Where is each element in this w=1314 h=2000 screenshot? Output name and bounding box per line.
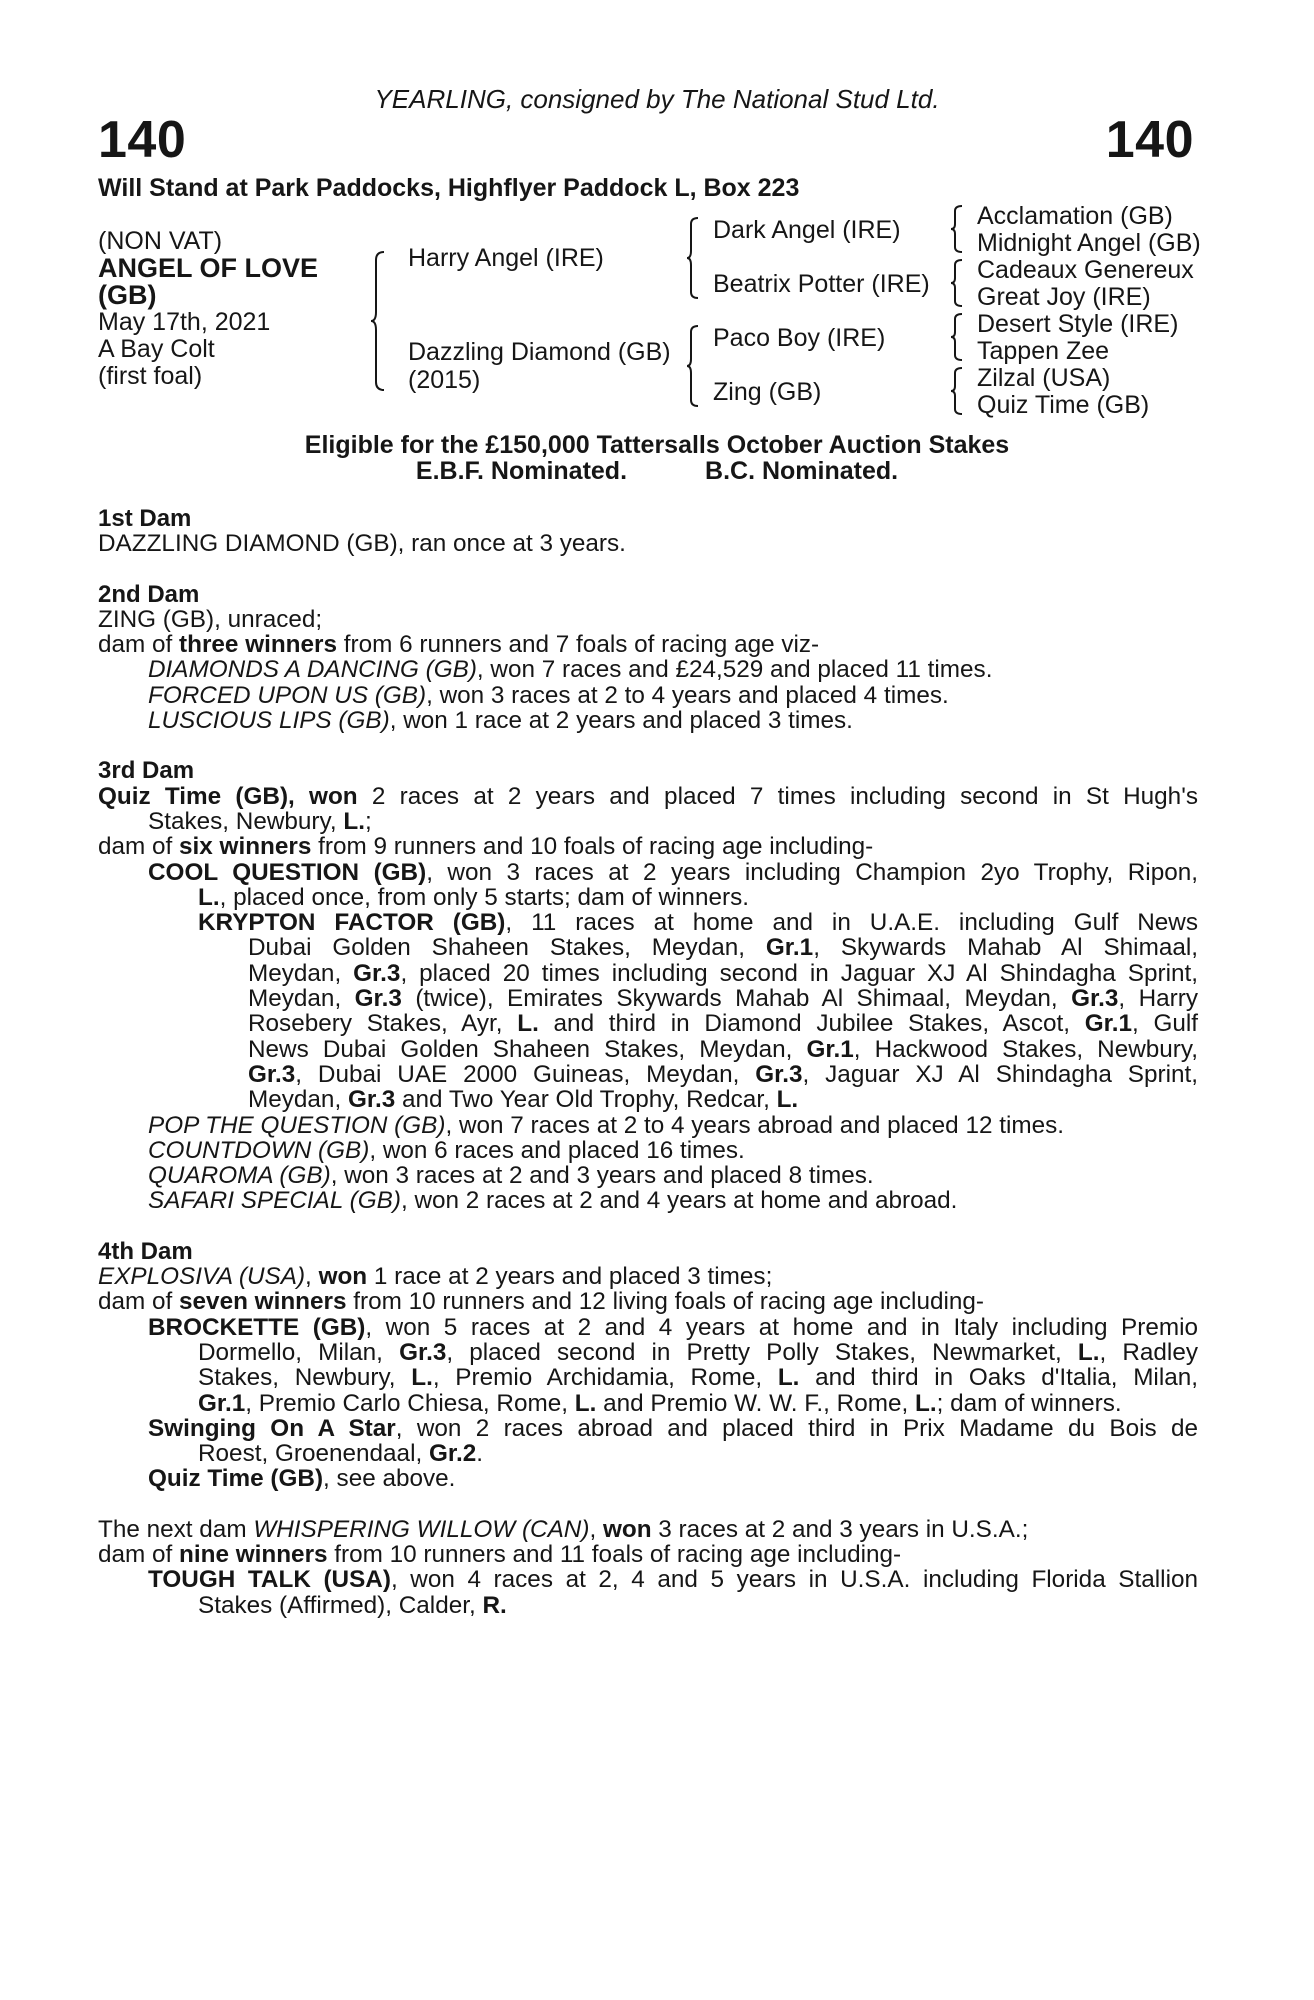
- pedigree-sire-dam: Beatrix Potter (IRE): [713, 270, 930, 298]
- second-dam-heading: 2nd Dam: [98, 580, 200, 608]
- eligibility-block: [0, 432, 1314, 484]
- next-dam-produce: dam of nine winners from 10 runners and 11 foals of racing age including-: [98, 1540, 902, 1568]
- bc-nomination: B.C. Nominated.: [705, 457, 899, 485]
- pedigree-notes: 1st Dam DAZZLING DIAMOND (GB), ran once at 3 years. 2nd Dam ZING (GB), unraced; dam of three winners from 6 runners and 7 foals of racing age viz- DIAMONDS A DANCING (GB), won 7 races and £24,529 and placed 11 times. FORCED UPON US (GB), won 3 races at 2 to 4 years and placed 4 times. LUSCIOUS LIPS (GB), won 1 race at 2 years and placed 3 times. 3rd Dam Quiz Time (GB), won 2 races at 2 years and placed 7 times including second in St Hugh's Stakes, Newbury, L.; dam of six winners from 9 runners and 10 foals of racing age including- COOL QUESTION (GB), won 3 races at 2 years including Champion 2yo Trophy, Ripon, L., placed once, from only 5 starts; dam of winners. KRYPTON FACTOR (GB), 11 races at home and in U.A.E. including Gulf News Dubai Golden Shaheen Stakes, Meydan, Gr.1, Skywards Mahab Al Shimaal, Meydan, Gr.3, placed 20 times including second in Jaguar XJ Al Shindagha Sprint, Meydan, Gr.3 (twice), Emirates Skywards Mahab Al Shimaal, Meydan, Gr.3, Harry Rosebery Stakes, Ayr, L. and third in Diamond Jubilee Stakes, Ascot, Gr.1, Gulf News Dubai Golden Shaheen Stakes, Meydan, Gr.1, Hackwood Stakes, Newbury, Gr.3, Dubai UAE 2000 Guineas, Meydan, Gr.3, Jaguar XJ Al Shindagha Sprint, Meydan, Gr.3 and Two Year Old Trophy, Redcar, L. POP THE QUESTION (GB), won 7 races at 2 to 4 years abroad and placed 12 times. COUNTDOWN (GB), won 6 races and placed 16 times. QUAROMA (GB), won 3 races at 2 and 3 years and placed 8 times. SAFARI SPECIAL (GB), won 2 races at 2 and 4 years at home and abroad. 4th Dam EXPLOSIVA (USA), won 1 race at 2 years and placed 3 times; dam of seven winners from 10 runners and 12 living foals of racing age including- BROCKETTE (GB), won 5 races at 2 and 4 years at home and in Italy including Premio Dormello, Milan, Gr.3, placed second in Pretty Polly Stakes, Newmarket, L., Radley Stakes, Newbury, L., Premio Archidamia, Rome, L. and third in Oaks d'Italia, Milan, Gr.1, Premio Carlo Chiesa, Rome, L. and Premio W. W. F., Rome, L.; dam of winners. Swinging On A Star, won 2 races abroad and placed third in Prix Madame du Bois de Roest, Groenendaal, Gr.2. Quiz Time (GB), see above. The next dam WHISPERING WILLOW (CAN), won 3 races at 2 and 3 years in U.S.A.; dam of nine winners from 10 runners and 11 foals of racing age including- TOUGH TALK (USA), won 4 races at 2, 4 and 5 years in U.S.A. including Florida Stallion Stakes (Affirmed), Calder, R.: [98, 505, 1199, 1619]
- progeny-entry: LUSCIOUS LIPS (GB), won 1 race at 2 years and placed 3 times.: [148, 707, 853, 735]
- pedigree-dam-dam: Zing (GB): [713, 378, 822, 406]
- pedigree-dam-sire: Paco Boy (IRE): [713, 324, 886, 352]
- pedigree-gen3-7: Zilzal (USA): [977, 364, 1111, 392]
- third-dam-heading: 3rd Dam: [98, 757, 195, 785]
- progeny-krypton-factor: KRYPTON FACTOR (GB), 11 races at home and in U.A.E. including Gulf News: [198, 909, 1198, 937]
- ebf-nomination: E.B.F. Nominated.: [415, 457, 628, 485]
- third-dam-line: Quiz Time (GB), won 2 races at 2 years and placed 7 times including second in St Hugh's: [98, 782, 1198, 810]
- progeny-entry: SAFARI SPECIAL (GB), won 2 races at 2 and 4 years at home and abroad.: [148, 1187, 958, 1215]
- pedigree-gen3-5: Desert Style (IRE): [977, 310, 1179, 338]
- next-dam-line: The next dam WHISPERING WILLOW (CAN), won 3 races at 2 and 3 years in U.S.A.;: [98, 1515, 1029, 1543]
- pedigree-brace-gen1: [370, 250, 390, 392]
- pedigree-gen3-2: Midnight Angel (GB): [977, 229, 1201, 257]
- progeny-entry: DIAMONDS A DANCING (GB), won 7 races and £24,529 and placed 11 times.: [148, 656, 993, 684]
- eligibility-line: Eligible for the £150,000 Tattersalls October Auction Stakes: [304, 431, 1010, 459]
- second-dam-name: ZING (GB), unraced;: [98, 605, 323, 633]
- first-dam-text: DAZZLING DIAMOND (GB), ran once at 3 years.: [98, 530, 626, 558]
- pedigree-brace-sire: [686, 216, 702, 300]
- pedigree-brace-dam: [686, 324, 702, 408]
- progeny-entry: QUAROMA (GB), won 3 races at 2 and 3 years and placed 8 times.: [148, 1162, 874, 1190]
- lot-number-left: 140: [98, 111, 187, 169]
- pedigree-sire-sire: Dark Angel (IRE): [713, 216, 901, 244]
- pedigree-gen3-1: Acclamation (GB): [977, 202, 1173, 230]
- horse-name: ANGEL OF LOVE: [98, 253, 319, 283]
- pedigree-dam-year: (2015): [408, 366, 481, 394]
- horse-country: (GB): [98, 280, 157, 310]
- pedigree-dam: Dazzling Diamond (GB): [408, 338, 671, 366]
- horse-details: [98, 228, 318, 390]
- nominations-line: [0, 458, 1314, 484]
- pedigree-gen3-4: Great Joy (IRE): [977, 283, 1151, 311]
- third-dam-line-cont: Stakes, Newbury, L.;: [148, 807, 372, 835]
- fourth-dam-heading: 4th Dam: [98, 1237, 193, 1265]
- horse-description: A Bay Colt: [98, 335, 215, 363]
- pedigree-gen3-6: Tappen Zee: [977, 337, 1110, 365]
- third-dam-produce: dam of six winners from 9 runners and 10 foals of racing age including-: [98, 833, 874, 861]
- progeny-entry: COUNTDOWN (GB), won 6 races and placed 16 times.: [148, 1136, 745, 1164]
- pedigree-brace-g3-4: [950, 366, 966, 416]
- fourth-dam-produce: dam of seven winners from 10 runners and 12 living foals of racing age including-: [98, 1288, 984, 1316]
- pedigree-sire: Harry Angel (IRE): [408, 244, 604, 272]
- foaling-date: May 17th, 2021: [98, 308, 271, 336]
- pedigree-brace-g3-3: [950, 312, 966, 362]
- pedigree-gen3-8: Quiz Time (GB): [977, 391, 1150, 419]
- progeny-cool-question-cont: L., placed once, from only 5 starts; dam of winners.: [198, 883, 749, 911]
- first-dam-heading: 1st Dam: [98, 505, 192, 532]
- stand-location: Will Stand at Park Paddocks, Highflyer Paddock L, Box 223: [98, 174, 800, 202]
- progeny-swinging-on-a-star: Swinging On A Star, won 2 races abroad and placed third in Prix Madame du Bois de: [148, 1414, 1198, 1442]
- pedigree-brace-g3-2: [950, 258, 966, 308]
- progeny-quiz-time: Quiz Time (GB), see above.: [148, 1465, 456, 1493]
- pedigree-gen3-3: Cadeaux Genereux: [977, 256, 1194, 284]
- pedigree-brace-g3-1: [950, 204, 966, 254]
- progeny-cool-question: COOL QUESTION (GB), won 3 races at 2 years including Champion 2yo Trophy, Ripon,: [148, 858, 1198, 886]
- vat-status: (NON VAT): [98, 227, 223, 255]
- foal-note: (first foal): [98, 362, 203, 390]
- consignment-line: YEARLING, consigned by The National Stud Ltd.: [374, 84, 940, 114]
- fourth-dam-line: EXPLOSIVA (USA), won 1 race at 2 years and placed 3 times;: [98, 1263, 773, 1291]
- progeny-tough-talk: TOUGH TALK (USA), won 4 races at 2, 4 and 5 years in U.S.A. including Florida Stallion: [148, 1566, 1198, 1594]
- progeny-brockette: BROCKETTE (GB), won 5 races at 2 and 4 years at home and in Italy including Premio: [148, 1313, 1198, 1341]
- second-dam-produce: dam of three winners from 6 runners and 7 foals of racing age viz-: [98, 631, 820, 659]
- progeny-entry: FORCED UPON US (GB), won 3 races at 2 to 4 years and placed 4 times.: [148, 681, 949, 709]
- progeny-entry: POP THE QUESTION (GB), won 7 races at 2 to 4 years abroad and placed 12 times.: [148, 1111, 1065, 1139]
- lot-number-right: 140: [1105, 111, 1194, 169]
